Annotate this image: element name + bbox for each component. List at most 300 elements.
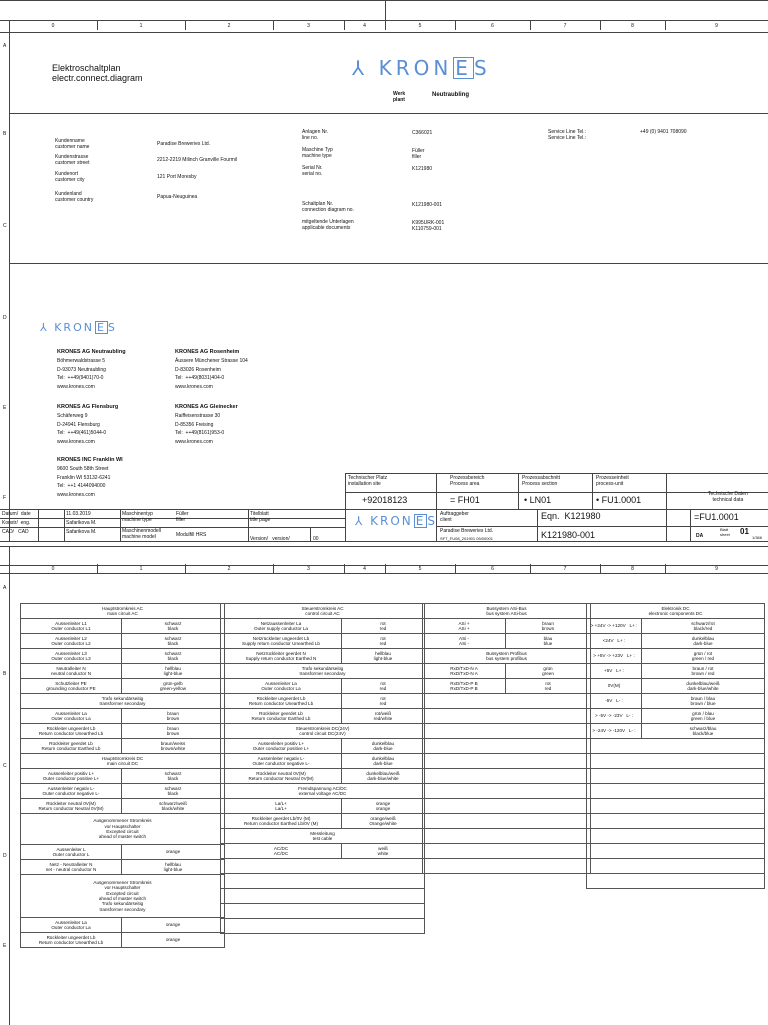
ruler-col-0: 0 — [51, 566, 55, 572]
ruler-tick — [273, 21, 274, 30]
legend-row — [221, 634, 425, 649]
machine-field-label-en: applicable documents — [302, 225, 351, 231]
wire-color: hellblau light-blue — [122, 860, 225, 875]
wire-color: grün / blau green / blue — [642, 709, 765, 724]
conductor-name: Rückleiter geerdet Lb Return conductor Earthed Lb — [21, 739, 122, 754]
client-value: Paradise Breweries Ltd. — [440, 528, 494, 534]
legend-blank — [587, 829, 765, 844]
conductor-name: Rückleiter geerdet Lb Return conductor Earthed Lb — [221, 709, 342, 724]
eng-value: Safarikova M. — [66, 520, 97, 526]
ruler-tick — [530, 564, 531, 573]
legend-row — [21, 679, 225, 694]
legend-row — [221, 754, 425, 769]
ruler-col-8: 8 — [631, 566, 634, 572]
legend-header: Steuerstromkreis DC(24V) control circuit DC(24V) — [221, 724, 425, 739]
conductor-name: Rückleiter ungeerdet Lb Return conductor Unearthed Lb — [21, 724, 122, 739]
ruler-row-A: A — [3, 585, 7, 591]
legend-row — [21, 933, 225, 948]
customer-field-value: 121 Port Moresby — [157, 174, 197, 180]
conductor-name: ASi - ASi - — [423, 634, 506, 649]
wire-color: dunkelblau dark-blue — [342, 754, 425, 769]
legend-row — [587, 694, 765, 709]
wire-color: schwarz black — [122, 634, 225, 649]
ruler-col-1: 1 — [139, 566, 143, 572]
ruler-tick — [385, 21, 386, 30]
conductor-name: Aussenleiter positiv L+ Outer conductor positive L+ — [221, 739, 342, 754]
legend-header: Elektronik DC electronic components DC — [587, 604, 765, 619]
address-line: Schäferweg 9 — [57, 413, 88, 419]
conductor-name: RxD/TxD-N A RxD/TxD-N A — [423, 664, 506, 679]
ruler-row-E: E — [3, 405, 7, 411]
machine-field-label: Schaltplan Nr. — [302, 201, 334, 207]
address-line: www.krones.com — [57, 438, 95, 445]
customer-field-label-en: customer name — [55, 144, 90, 150]
cad-label: CAD/ CAD — [2, 529, 29, 535]
legend-header: Ausgenommener Stromkreis vor Hauptschalter Excepted circuit ahead of master switch — [21, 814, 225, 845]
legend-row — [221, 844, 425, 859]
conductor-name: Rückleiter ungeerdet Lb Return conductor Unearthed Lb — [21, 933, 122, 948]
wire-color: dunkelblau/weiß dark-blue/white — [342, 769, 425, 784]
customer-field-value: 2212-2219 Milinch Granville Fourmil — [157, 157, 238, 163]
ruler-tick — [455, 564, 456, 573]
machine-field-value: K121980 — [412, 166, 433, 172]
logo-icon: ⅄ — [352, 56, 369, 80]
wire-color: braun/weiss brown/white — [122, 739, 225, 754]
machine-model-label: Maschinenmodell machine model — [122, 528, 161, 540]
ruler-col-2: 2 — [227, 23, 231, 29]
wire-color: schwarz black — [122, 769, 225, 784]
customer-field-label-en: customer country — [55, 197, 94, 203]
ruler-row-C: C — [3, 763, 7, 769]
ruler-tick — [385, 564, 386, 573]
conductor-name: <24V L+ : — [587, 634, 642, 649]
process-section-label: Prozessabschnitt Process section — [522, 475, 561, 487]
wire-color: schwarz black — [122, 784, 225, 799]
legend-header: Bussystem ASi-Bus bus system ASi-bus — [423, 604, 591, 619]
machine-model-value: Modulfill HRS — [176, 532, 207, 538]
page-title — [52, 63, 143, 83]
conductor-name: Rückleiter ungeerdet Lb Return conductor Unearthed Lb — [221, 694, 342, 709]
address-line: Franklin WI 53132-6241 — [57, 474, 111, 481]
address-company: KRONES INC Franklin WI — [57, 457, 123, 463]
address-line: www.krones.com — [57, 491, 95, 498]
wire-color: orange — [122, 845, 225, 860]
legend-row — [221, 814, 425, 829]
conductor-name: Aussenleiter negativ L- Outer conductor negative L- — [21, 784, 122, 799]
ruler-col-9: 9 — [715, 566, 718, 572]
address-company: KRONES AG Neutraubling — [57, 349, 126, 355]
ruler-tick — [455, 21, 456, 30]
title-line1: Elektroschaltplan — [52, 63, 121, 73]
conductor-name: +5V L+ : — [587, 664, 642, 679]
legend-row — [21, 649, 225, 664]
legend-blank — [587, 874, 765, 889]
legend-row — [221, 649, 425, 664]
legend-row — [221, 679, 425, 694]
wire-color: hellblau light-blue — [342, 649, 425, 664]
krones-logo-small: ⅄ KRON E S — [40, 321, 117, 334]
ruler-tick — [530, 21, 531, 30]
address-line: Tel: ++49(9401)70-0 — [57, 375, 104, 381]
legend-blank — [221, 889, 425, 904]
legend-header: Fremdspannung AC/DC external voltage AC/DC — [221, 784, 425, 799]
date-value: 11.03.2019 — [66, 511, 91, 517]
ruler-col-4: 4 — [363, 566, 366, 572]
conductor-name: Rückleiter geerdet Lb/0V (M) Return conductor Earthed Lb/0V (M) — [221, 814, 342, 829]
legend-row — [587, 649, 765, 664]
legend-row — [21, 739, 225, 754]
ruler-tick — [185, 564, 186, 573]
address-line: Äussere Münchener Strasse 104 — [175, 358, 248, 364]
legend-row — [587, 709, 765, 724]
wire-color: braun / blau brown / blue — [642, 694, 765, 709]
fu-value: =FU1.0001 — [694, 512, 739, 522]
conductor-name: Aussenleiter La Outer conductor La — [221, 679, 342, 694]
legend-row — [21, 918, 225, 933]
machine-field-label: Serial Nr. — [302, 165, 323, 171]
process-area-value: = FH01 — [450, 495, 480, 505]
legend-blank — [423, 844, 591, 859]
machine-field-label-en: connection diagram no. — [302, 207, 354, 213]
conductor-name: Neutralleiter N neutral conductor N — [21, 664, 122, 679]
legend-row — [423, 619, 591, 634]
address-line: 9600 South 58th Street — [57, 466, 109, 472]
address-company: KRONES AG Rosenheim — [175, 349, 240, 355]
legend-blank — [423, 709, 591, 724]
customer-field-label: Kundenort — [55, 171, 79, 177]
ruler-row-F: F — [3, 495, 7, 501]
wire-color: hellblau light-blue — [122, 664, 225, 679]
machine-field-value: Füller filler — [412, 148, 425, 160]
conductor-name: > -24V -> -120V L- : — [587, 724, 642, 739]
wire-color: blau blue — [506, 634, 591, 649]
address-line: Tel: ++49(8161)953-0 — [175, 430, 225, 436]
legend-blank — [423, 799, 591, 814]
machine-field-value: K121980-001 — [412, 202, 443, 208]
legend-row — [21, 619, 225, 634]
conductor-name: > +24V -> +120V L+ : — [587, 619, 642, 634]
wire-color: braun / rot brown / red — [642, 664, 765, 679]
customer-field-label: Kundenstrasse — [55, 154, 89, 160]
service-line-label: Service Line Tel.: Service Line Tel.: — [548, 129, 586, 141]
legend-blank — [587, 799, 765, 814]
wire-color: schwarz/blau black/blue — [642, 724, 765, 739]
wire-color: orange orange — [342, 799, 425, 814]
legend-header: Hauptstromkreis AC main circuit AC — [21, 604, 225, 619]
wire-color: rot red — [342, 634, 425, 649]
machine-type-value: Füller filler — [176, 511, 189, 523]
legend-row — [21, 860, 225, 875]
conductor-name: Netz - Neutralleiter N net - neutral conductor N — [21, 860, 122, 875]
conductor-name: Aussenleiter L1 Outer conductor L1 — [21, 619, 122, 634]
process-unit-label: Prozesseinheit process-unit — [596, 475, 629, 487]
legend-table — [20, 603, 225, 948]
legend-blank — [587, 739, 765, 754]
legend-row — [423, 679, 591, 694]
address-company: KRONES AG Gleinecker — [175, 404, 238, 410]
legend-row — [221, 709, 425, 724]
legend-blank — [423, 694, 591, 709]
krones-logo: ⅄ KRON E S — [352, 56, 491, 80]
wire-color: braun brown — [122, 709, 225, 724]
conductor-name: > +5V -> +23V L+ : — [587, 649, 642, 664]
tech-data-label: Technische Daten technical data — [708, 491, 748, 503]
legend-row — [587, 634, 765, 649]
ruler-tick — [665, 21, 666, 30]
legend-row — [423, 634, 591, 649]
wire-color: rot red — [342, 619, 425, 634]
legend-table — [220, 603, 425, 934]
sheet-total: 1/366 — [752, 535, 763, 540]
eqn-value-2: K121980-001 — [541, 530, 596, 540]
wire-color: braun brown — [122, 724, 225, 739]
legend-row — [221, 799, 425, 814]
ruler-col-9: 9 — [715, 23, 718, 29]
legend-row — [21, 664, 225, 679]
conductor-name: -5V L- : — [587, 694, 642, 709]
sheet-label: Blatt sheet — [720, 527, 730, 537]
title-page-label: Titelblatt title page — [250, 511, 271, 523]
ruler-col-1: 1 — [139, 23, 143, 29]
address-line: Tel: ++49(8031)404-0 — [175, 375, 225, 381]
conductor-name: Aussenleiter L3 Outer conductor L3 — [21, 649, 122, 664]
ruler-tick — [344, 564, 345, 573]
sheet-value: 01 — [740, 527, 749, 536]
machine-field-label: Maschine Typ — [302, 147, 333, 153]
machine-field-value: C366021 — [412, 130, 433, 136]
address-line: Raiffeisenstrasse 30 — [175, 413, 221, 419]
conductor-name: Aussenleiter L2 Outer conductor L2 — [21, 634, 122, 649]
address-line: D-93073 Neutraubling — [57, 366, 106, 373]
customer-field-label-en: customer street — [55, 160, 90, 166]
legend-table — [586, 603, 765, 889]
conductor-name: Schutzleiter PE grounding conductor PE — [21, 679, 122, 694]
legend-table — [422, 603, 591, 874]
machine-field-label-en: line no. — [302, 135, 319, 141]
legend-row — [423, 664, 591, 679]
legend-row — [21, 784, 225, 799]
wire-color: orange — [122, 933, 225, 948]
process-section-value: • LN01 — [524, 495, 552, 505]
wire-color: orange — [122, 918, 225, 933]
legend-row — [21, 634, 225, 649]
conductor-name: 0V(M) — [587, 679, 642, 694]
client-label: Auftraggeber client — [440, 511, 469, 523]
conductor-name: Netzaussenleiter La Outer supply conductor La — [221, 619, 342, 634]
legend-row — [587, 724, 765, 739]
conductor-name: ASi + ASi + — [423, 619, 506, 634]
ruler-col-8: 8 — [631, 23, 634, 29]
wire-color: rot/weiß red/white — [342, 709, 425, 724]
werk-label: Werk plant — [393, 91, 406, 103]
machine-field-label: mitgeltende Unterlagen — [302, 219, 354, 225]
ruler-col-2: 2 — [227, 566, 231, 572]
legend-row — [21, 724, 225, 739]
ruler-col-3: 3 — [307, 23, 310, 29]
wire-color: dunkelblau dark-blue — [642, 634, 765, 649]
customer-field-label: Kundenname — [55, 138, 85, 144]
conductor-name: Rückleiter neutral 0V(M) Return conductor Neutral 0V(M) — [221, 769, 342, 784]
customer-field-value: Paradise Breweries Ltd. — [157, 141, 211, 147]
process-unit-value: • FU1.0001 — [596, 495, 642, 505]
address-line: D-83026 Rosenheim — [175, 366, 221, 373]
wire-color: schwarz/weiß black/white — [122, 799, 225, 814]
legend-header: Bussystem Profibus bus system profibus — [423, 649, 591, 664]
ruler-col-5: 5 — [418, 566, 422, 572]
wire-color: schwarz black — [122, 649, 225, 664]
legend-blank — [423, 784, 591, 799]
conductor-name: La/L+ La/L+ — [221, 799, 342, 814]
legend-blank — [587, 754, 765, 769]
conductor-name: AC/DC AC/DC — [221, 844, 342, 859]
customer-field-label: Kundenland — [55, 191, 82, 197]
conductor-name: Aussenleiter positiv L+ Outer conductor positive L+ — [21, 769, 122, 784]
legend-row — [21, 799, 225, 814]
service-line-value: +49 (0) 9401 708090 — [640, 129, 687, 135]
ruler-tick — [273, 564, 274, 573]
file-ref: SFT_FU08_201901 05/00001 — [440, 536, 493, 541]
legend-blank — [221, 919, 425, 934]
ruler-col-7: 7 — [563, 23, 567, 29]
da-label: DA — [696, 533, 704, 539]
eng-label: Konstr/ eng. — [2, 520, 31, 526]
version-value: 00 — [313, 536, 319, 542]
legend-row — [221, 694, 425, 709]
address-line: Tel: ++1 4144094000 — [57, 483, 106, 489]
ruler-tick — [97, 21, 98, 30]
address-company: KRONES AG Flensburg — [57, 404, 119, 410]
tech-platz-value: +92018123 — [362, 495, 408, 505]
title-line2: electr.connect.diagram — [52, 73, 143, 83]
wire-color: grün green — [506, 664, 591, 679]
conductor-name: Rückleiter neutral 0V(M) Return conductor Neutral 0V(M) — [21, 799, 122, 814]
legend-blank — [221, 874, 425, 889]
ruler-tick — [344, 21, 345, 30]
date-label: Datum/ date — [2, 511, 31, 517]
machine-field-label: Anlagen Nr. — [302, 129, 329, 135]
wire-color: rot red — [506, 679, 591, 694]
cad-value: Safarikova M. — [66, 529, 97, 535]
legend-blank — [423, 754, 591, 769]
ruler-row-E: E — [3, 943, 7, 949]
ruler-col-0: 0 — [51, 23, 55, 29]
address-line: www.krones.com — [57, 383, 95, 390]
ruler-col-6: 6 — [491, 23, 494, 29]
legend-blank — [423, 814, 591, 829]
legend-sheet — [0, 546, 768, 1025]
conductor-name: Netzrückleiter geerdet N Supply return conductor Earthed N — [221, 649, 342, 664]
customer-field-label-en: customer city — [55, 177, 85, 183]
legend-blank — [423, 829, 591, 844]
legend-blank — [587, 814, 765, 829]
wire-color: weiß white — [342, 844, 425, 859]
legend-header: Ausgenommener Stromkreis vor Hauptschalter Excepted circuit ahead of master switch Trafo sekundärseitig transformer secondary — [21, 875, 225, 918]
legend-blank — [587, 784, 765, 799]
tech-platz-label: Technischer Platz installation site — [348, 475, 388, 487]
legend-blank — [587, 769, 765, 784]
ruler-col-4: 4 — [363, 23, 366, 29]
customer-field-value: Papua-Neuguinea — [157, 194, 198, 200]
legend-blank — [423, 769, 591, 784]
werk-value: Neutraubling — [432, 92, 469, 98]
machine-type-label: Maschinentyp machine type — [122, 511, 153, 523]
conductor-name: Aussenleiter La Outer conductor La — [21, 709, 122, 724]
legend-row — [21, 769, 225, 784]
conductor-name: > -5V -> -23V L- : — [587, 709, 642, 724]
machine-field-label-en: machine type — [302, 153, 332, 159]
wire-color: rot red — [342, 679, 425, 694]
wire-color: dunkelblau/weiß dark-blue/white — [642, 679, 765, 694]
ruler-row-D: D — [3, 315, 7, 321]
legend-blank — [423, 859, 591, 874]
legend-blank — [587, 859, 765, 874]
legend-row — [221, 619, 425, 634]
conductor-name: RxD/TxD-P B RxD/TxD-P B — [423, 679, 506, 694]
wire-color: rot red — [342, 694, 425, 709]
process-area-label: Prozessbereich Process area — [450, 475, 485, 487]
legend-blank — [587, 844, 765, 859]
legend-row — [587, 619, 765, 634]
ruler-tick — [665, 564, 666, 573]
legend-row — [587, 664, 765, 679]
legend-header: Messleitung test cable — [221, 829, 425, 844]
wire-color: orange/weiß Orange/white — [342, 814, 425, 829]
legend-blank — [221, 859, 425, 874]
wire-color: grün-gelb green-yellow — [122, 679, 225, 694]
machine-field-value: K995URK-001 K110759-001 — [412, 220, 445, 232]
address-line: www.krones.com — [175, 383, 213, 390]
conductor-name: Aussenleiter L Outer conductor L — [21, 845, 122, 860]
legend-header: Trafo sekundärseitig transformer secondary — [221, 664, 425, 679]
ruler-row-A: A — [3, 43, 7, 49]
machine-field-label-en: serial no. — [302, 171, 323, 177]
legend-header: Steuerstromkreis AC control circuit AC — [221, 604, 425, 619]
legend-blank — [221, 904, 425, 919]
legend-blank — [423, 739, 591, 754]
conductor-name: Aussenleiter negativ L- Outer conductor negative L- — [221, 754, 342, 769]
ruler-col-6: 6 — [491, 566, 494, 572]
conductor-name: Aussenleiter La Outer conductor La — [21, 918, 122, 933]
address-line: Tel: ++49(461)5044-0 — [57, 430, 107, 436]
ruler-tick — [600, 564, 601, 573]
wire-color: schwarz black — [122, 619, 225, 634]
legend-blank — [423, 724, 591, 739]
krones-logo-titleblock: ⅄ KRON E S — [355, 514, 437, 528]
ruler-row-C: C — [3, 223, 7, 229]
ruler-row-D: D — [3, 853, 7, 859]
ruler-tick — [97, 564, 98, 573]
ruler-col-5: 5 — [418, 23, 422, 29]
wire-color: schwarz/rot black/red — [642, 619, 765, 634]
legend-row — [221, 739, 425, 754]
eqn-value: Eqn. K121980 — [541, 511, 601, 521]
ruler-col-7: 7 — [563, 566, 567, 572]
legend-row — [587, 679, 765, 694]
ruler-tick — [600, 21, 601, 30]
address-line: www.krones.com — [175, 438, 213, 445]
legend-row — [21, 709, 225, 724]
wire-color: dunkelblau dark-blue — [342, 739, 425, 754]
legend-row — [221, 769, 425, 784]
legend-header: Trafo sekundärseitig transformer secondary — [21, 694, 225, 709]
legend-row — [21, 845, 225, 860]
ruler-row-B: B — [3, 131, 7, 137]
wire-color: grün / rot green / red — [642, 649, 765, 664]
version-label: Version/ version/ — [250, 536, 290, 542]
ruler-tick — [185, 21, 186, 30]
ruler-col-3: 3 — [307, 566, 310, 572]
legend-header: Hauptstromkreis DC main circuit DC — [21, 754, 225, 769]
